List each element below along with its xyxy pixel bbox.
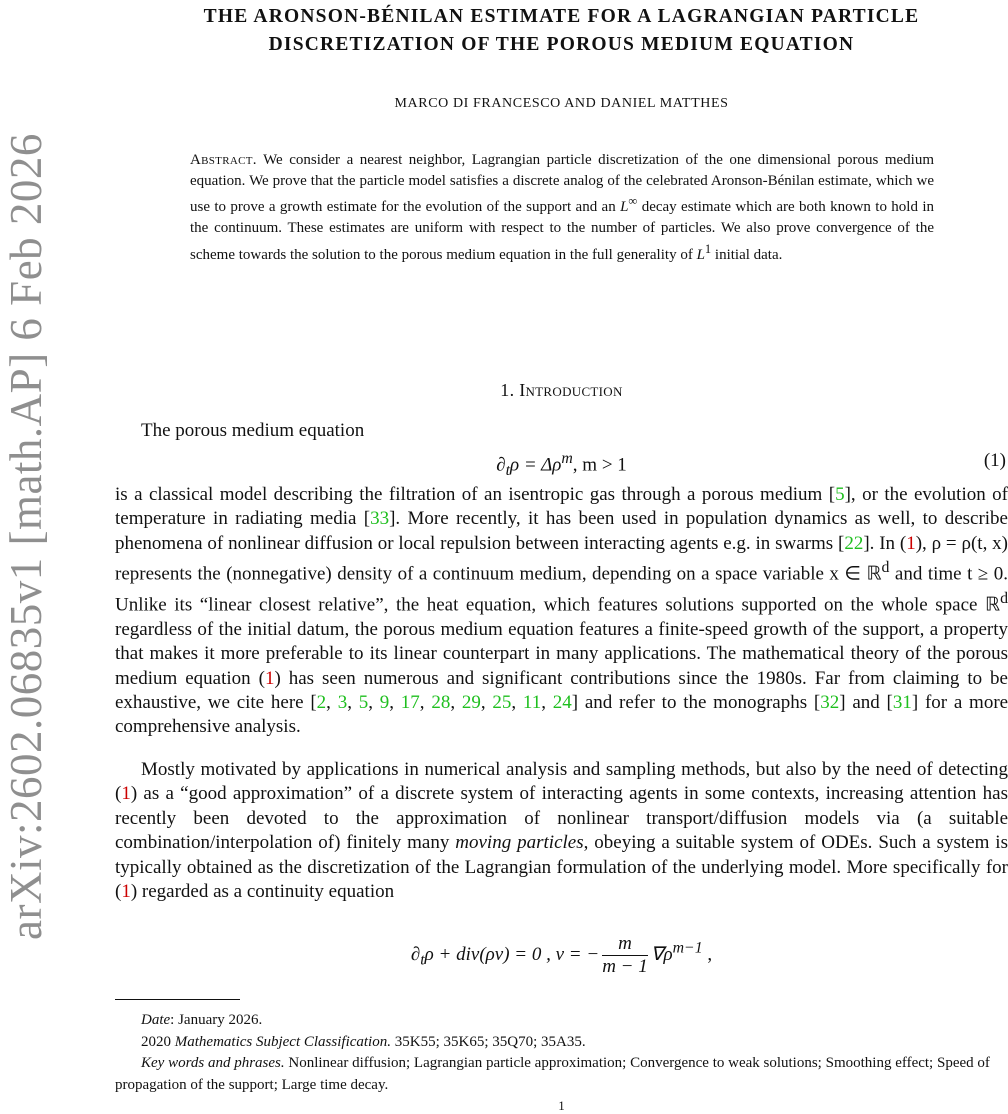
footnote-rule — [115, 999, 240, 1000]
citation-link[interactable]: 25 — [492, 691, 512, 713]
citation-link[interactable]: 28 — [431, 691, 451, 713]
citation-link[interactable]: 11 — [522, 691, 542, 713]
equation-ref-link[interactable]: 1 — [264, 667, 275, 689]
citation-link[interactable]: 3 — [337, 691, 348, 713]
arxiv-identifier: arXiv:2602.06835v1 [math.AP] 6 Feb 2026 — [1, 133, 51, 940]
title-line-2: DISCRETIZATION OF THE POROUS MEDIUM EQUATION — [268, 34, 855, 55]
abstract-text-a: We consider a nearest neighbor, Lagrangian particle discretization of the one dimensional porous medium equation. We prove that the particle model satisfies a discrete analog of the celebrated Aronson-Bénilan estimate, which we use to prove a growth estimate for the evolution of the support and an — [190, 152, 934, 216]
moving-particles-emphasis: moving particles — [455, 832, 584, 854]
intro-lead: The porous medium equation — [141, 420, 365, 441]
abstract — [190, 150, 934, 266]
equation-ref-link[interactable]: 1 — [121, 783, 131, 805]
section-heading: 1. Introduction — [500, 380, 623, 400]
footnote-keywords: Key words and phrases. Nonlinear diffusion; Lagrangian particle approximation; Convergence to weak solutions; Smoothing effect; Speed of propagation of the support; Large time decay. — [115, 1055, 990, 1093]
abstract-l1-sup: 1 — [704, 241, 712, 256]
abstract-text-b: decay estimate which are both known to hold in the continuum. These estimates are uniform with respect to the number of particles. We also prove convergence of the scheme towards the solution to the porous medium equation in the full generality of — [190, 199, 934, 263]
citation-link[interactable]: 33 — [370, 508, 390, 530]
citation-link[interactable]: 2 — [316, 691, 327, 713]
abstract-l1: L — [696, 246, 705, 263]
citation-link[interactable]: 24 — [552, 691, 572, 713]
footnote-msc: 2020 Mathematics Subject Classification. 35K55; 35K65; 35Q70; 35A35. — [141, 1033, 586, 1050]
abstract-label: Abstract. — [190, 152, 257, 168]
paper-title — [115, 3, 1008, 59]
footnotes — [115, 1010, 1008, 1096]
citation-link[interactable]: 9 — [379, 691, 390, 713]
citation-link[interactable]: 5 — [358, 691, 369, 713]
citation-link[interactable]: 22 — [844, 532, 864, 554]
page-number: 1 — [558, 1098, 565, 1113]
citation-link[interactable]: 29 — [461, 691, 481, 713]
citation-link[interactable]: 32 — [820, 691, 840, 713]
equation-ref-link[interactable]: 1 — [121, 881, 131, 903]
authors: MARCO DI FRANCESCO AND DANIEL MATTHES — [394, 96, 729, 111]
abstract-linf-sup: ∞ — [628, 194, 638, 209]
abstract-text-c: initial data. — [711, 246, 783, 263]
intro-paragraph-2: Mostly motivated by applications in numerical analysis and sampling methods, but also by the need of detecting (1) as a “good approximation” of a discrete system of interacting agents in some contexts, increasing attention has recently been devoted to the approximation of nonlinear transport/diffusion models via (a suitable combination/interpolation of) finitely many moving particles, obeying a suitable system of ODEs. Such a system is typically obtained as the discretization of the Lagrangian formulation of the underlying model. More specifically for (1) regarded as a continuity equation — [115, 759, 1008, 903]
equation-1-number: (1) — [983, 450, 1006, 471]
citation-link[interactable]: 17 — [400, 691, 420, 713]
intro-paragraph-1: is a classical model describing the filtration of an isentropic gas through a porous medium [5], or the evolution of temperature in radiating media [33]. More recently, it has been used in population dynamics as well, to describe phenomena of nonlinear diffusion or local repulsion between interacting agents e.g. in swarms [22]. In (1), ρ = ρ(t, x) represents the (nonnegative) density of a continuum medium, depending on a space variable x ∈ ℝ$^d$ and time t ≥ 0. Unlike its “linear closest relative”, the heat equation, which features solutions supported on the whole space ℝ$^d$ regardless of the initial datum, the porous medium equation features a finite-speed growth of the support, a property that makes it more preferable to its linear counterpart in many applications. The mathematical theory of the porous medium equation (1) has seen numerous and significant contributions since the 1980s. Far from claiming to be exhaustive, we cite here [2, 3, 5, 9, 17, 28, 29, 25, 11, 24] and refer to the monographs [32] and [31] for a more comprehensive analysis. — [115, 484, 1008, 738]
title-line-1: THE ARONSON-BÉNILAN ESTIMATE FOR A LAGRANGIAN PARTICLE — [203, 6, 920, 27]
citation-link[interactable]: 31 — [892, 691, 912, 713]
footnote-date: Date: January 2026. — [141, 1012, 263, 1028]
equation-ref-link[interactable]: 1 — [906, 532, 916, 554]
abstract-linf: L — [620, 199, 629, 216]
citation-link[interactable]: 5 — [835, 484, 845, 505]
